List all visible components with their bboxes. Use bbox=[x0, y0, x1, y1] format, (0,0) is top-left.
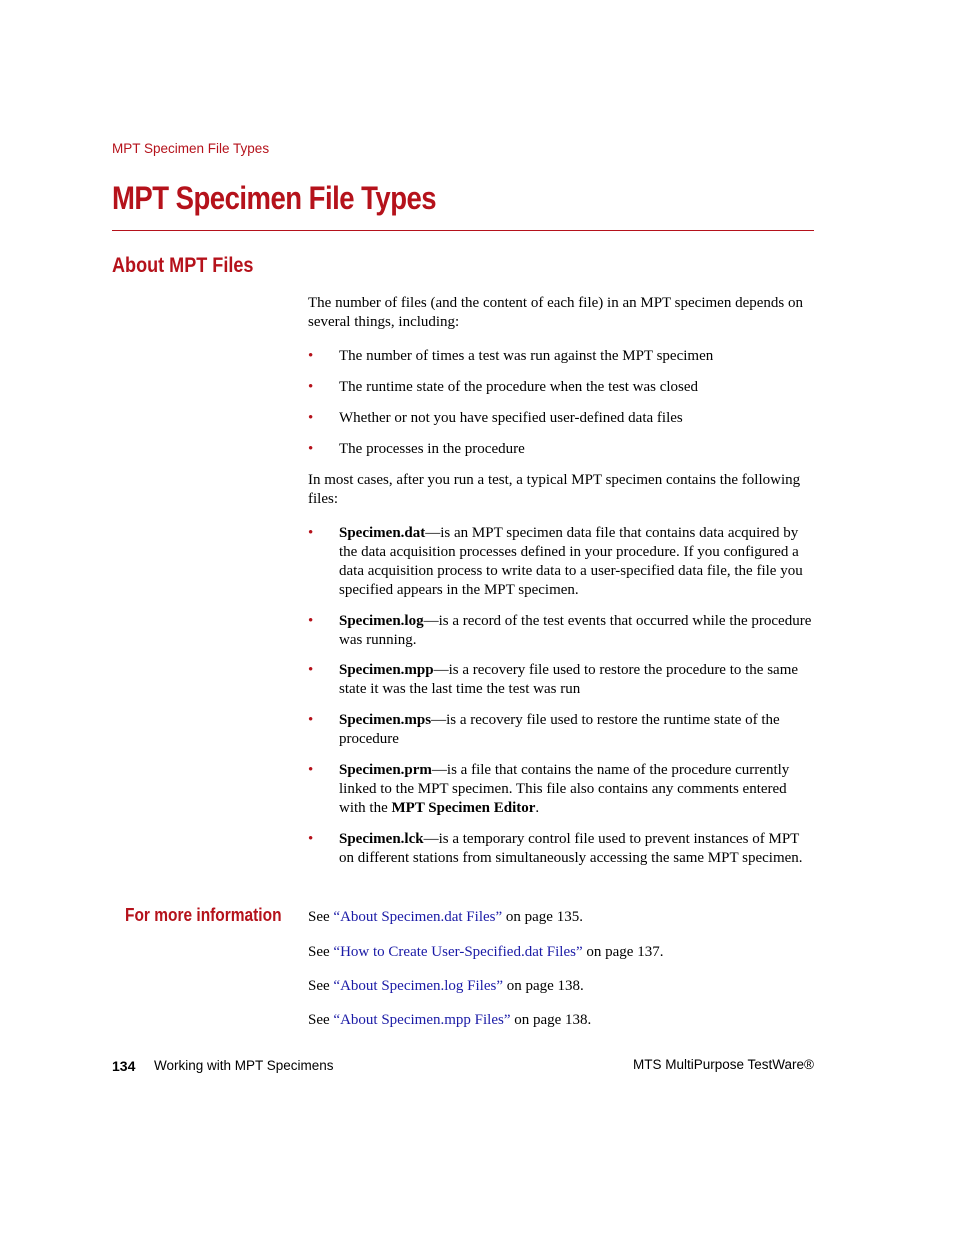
ref-link[interactable]: “About Specimen.mpp Files” bbox=[333, 1012, 511, 1028]
ref-prefix: See bbox=[308, 1012, 334, 1028]
file-item-text bbox=[339, 711, 814, 749]
file-item-text bbox=[339, 524, 814, 600]
ref-suffix: on page 138. bbox=[510, 1012, 592, 1028]
ref-prefix: See bbox=[308, 909, 334, 925]
reference-line bbox=[308, 977, 814, 996]
file-name: Specimen.mps bbox=[339, 712, 432, 728]
ref-link[interactable]: “How to Create User-Specified.dat Files” bbox=[333, 944, 583, 960]
file-description: —is a recovery file used to restore the procedure to the same state it was the last time the test was run bbox=[339, 662, 799, 697]
file-item-text bbox=[339, 830, 814, 868]
file-description: —is an MPT specimen data file that contains data acquired by the data acquisition processes defined in your procedure. If you configured a data acquisition process to write data to a user-specified data file, the file you specified appears in the MPT specimen. bbox=[339, 525, 803, 598]
page-title: MPT Specimen File Types bbox=[112, 180, 437, 216]
file-item-text bbox=[339, 612, 814, 650]
list-item-text: Whether or not you have specified user-defined data files bbox=[339, 410, 683, 426]
file-name: Specimen.dat bbox=[339, 525, 426, 541]
footer-product: MTS MultiPurpose TestWare® bbox=[633, 1057, 814, 1072]
file-name: Specimen.prm bbox=[339, 762, 432, 778]
list-item-text: The number of times a test was run against the MPT specimen bbox=[339, 348, 714, 364]
file-description: —is a record of the test events that occurred while the procedure was running. bbox=[339, 613, 812, 648]
file-description: —is a temporary control file used to prevent instances of MPT on different stations from simultaneously accessing the same MPT specimen. bbox=[339, 831, 803, 866]
ref-suffix: on page 138. bbox=[502, 978, 584, 994]
file-description: —is a file that contains the name of the procedure currently linked to the MPT specimen. This file also contains any comments entered with the bbox=[339, 762, 790, 816]
ref-link[interactable]: “About Specimen.log Files” bbox=[333, 978, 503, 994]
intro-paragraph: The number of files (and the content of each file) in an MPT specimen depends on several things, including: bbox=[308, 295, 803, 330]
bullet-icon: • bbox=[308, 525, 314, 541]
file-item-text bbox=[339, 661, 814, 699]
ref-suffix: on page 135. bbox=[502, 909, 583, 925]
file-item-text bbox=[339, 761, 814, 818]
reference-line bbox=[308, 943, 814, 962]
sentence-end: . bbox=[535, 800, 540, 816]
bullet-icon: • bbox=[308, 712, 314, 728]
bullet-icon: • bbox=[308, 831, 314, 847]
list-item-text: The processes in the procedure bbox=[339, 441, 525, 457]
page-number: 134 bbox=[112, 1058, 136, 1074]
ref-prefix: See bbox=[308, 978, 334, 994]
files-intro-paragraph: In most cases, after you run a test, a typical MPT specimen contains the following files: bbox=[308, 472, 801, 507]
bullet-icon: • bbox=[308, 762, 314, 778]
file-name: Specimen.log bbox=[339, 613, 424, 629]
footer-chapter: Working with MPT Specimens bbox=[154, 1058, 334, 1073]
bullet-icon: • bbox=[308, 379, 314, 395]
ref-suffix: on page 137. bbox=[582, 944, 664, 960]
more-info-heading: For more information bbox=[125, 905, 282, 925]
ref-link[interactable]: “About Specimen.dat Files” bbox=[333, 909, 503, 925]
title-rule bbox=[112, 230, 814, 231]
ref-prefix: See bbox=[308, 944, 334, 960]
bullet-icon: • bbox=[308, 441, 314, 457]
file-name: Specimen.lck bbox=[339, 831, 424, 847]
bullet-icon: • bbox=[308, 348, 314, 364]
reference-line bbox=[308, 1011, 814, 1030]
list-item-text: The runtime state of the procedure when the test was closed bbox=[339, 379, 699, 395]
editor-name: MPT Specimen Editor bbox=[391, 800, 536, 816]
bullet-icon: • bbox=[308, 613, 314, 629]
reference-line bbox=[308, 908, 814, 927]
file-name: Specimen.mpp bbox=[339, 662, 434, 678]
bullet-icon: • bbox=[308, 662, 314, 678]
file-description: —is a recovery file used to restore the runtime state of the procedure bbox=[339, 712, 780, 747]
section-heading: About MPT Files bbox=[112, 254, 254, 277]
running-head: MPT Specimen File Types bbox=[112, 141, 270, 156]
bullet-icon: • bbox=[308, 410, 314, 426]
